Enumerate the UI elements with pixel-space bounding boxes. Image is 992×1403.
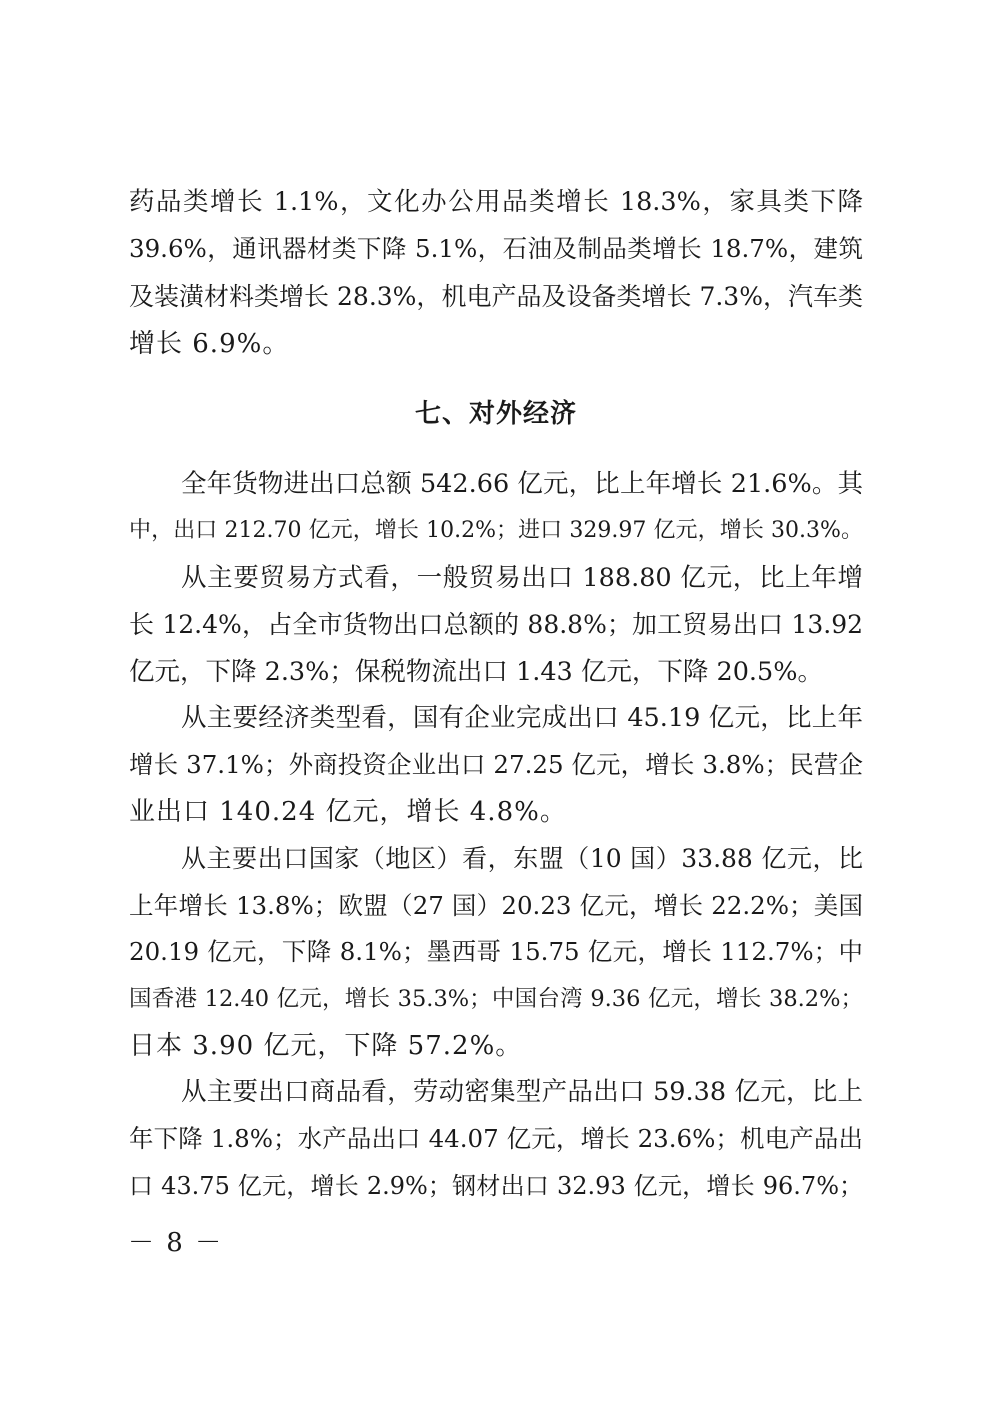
paragraph-4-line-4: 国香港 12.40 亿元，增长 35.3%；中国台湾 9.36 亿元，增长 38.2%； — [129, 986, 863, 1012]
paragraph-3-line-2: 增长 37.1%；外商投资企业出口 27.25 亿元，增长 3.8%；民营企 — [129, 750, 863, 779]
continued-paragraph-line-1: 药品类增长 1.1%，文化办公用品类增长 18.3%，家具类下降 — [129, 187, 863, 217]
paragraph-5-line-1: 从主要出口商品看，劳动密集型产品出口 59.38 亿元，比上 — [181, 1077, 863, 1107]
page-number: － 8 － — [128, 1228, 224, 1258]
paragraph-1-line-1: 全年货物进出口总额 542.66 亿元，比上年增长 21.6%。其 — [181, 469, 863, 499]
paragraph-3-line-1: 从主要经济类型看，国有企业完成出口 45.19 亿元，比上年 — [181, 703, 863, 733]
paragraph-4-line-5: 日本 3.90 亿元，下降 57.2%。 — [129, 1031, 523, 1061]
paragraph-4-line-3: 20.19 亿元，下降 8.1%；墨西哥 15.75 亿元，增长 112.7%；中 — [129, 937, 863, 966]
paragraph-3-line-3: 业出口 140.24 亿元，增长 4.8%。 — [129, 797, 567, 827]
paragraph-1-line-2: 中，出口 212.70 亿元，增长 10.2%；进口 329.97 亿元，增长 30.3%。 — [129, 518, 863, 543]
continued-paragraph-line-2: 39.6%，通讯器材类下降 5.1%，石油及制品类增长 18.7%，建筑 — [129, 234, 863, 263]
section-heading: 七、对外经济 — [414, 399, 577, 429]
continued-paragraph-line-3: 及装潢材料类增长 28.3%，机电产品及设备类增长 7.3%，汽车类 — [129, 282, 863, 311]
paragraph-4-line-1: 从主要出口国家（地区）看，东盟（10 国）33.88 亿元，比 — [181, 844, 863, 873]
paragraph-2-line-1: 从主要贸易方式看，一般贸易出口 188.80 亿元，比上年增 — [181, 563, 863, 593]
paragraph-4-line-2: 上年增长 13.8%；欧盟（27 国）20.23 亿元，增长 22.2%；美国 — [129, 891, 863, 920]
paragraph-2-line-2: 长 12.4%，占全市货物出口总额的 88.8%；加工贸易出口 13.92 — [129, 610, 863, 639]
paragraph-2-line-3: 亿元，下降 2.3%；保税物流出口 1.43 亿元，下降 20.5%。 — [129, 657, 823, 687]
continued-paragraph-line-4: 增长 6.9%。 — [129, 329, 290, 359]
paragraph-5-line-3: 口 43.75 亿元，增长 2.9%；钢材出口 32.93 亿元，增长 96.7%； — [129, 1172, 863, 1200]
paragraph-5-line-2: 年下降 1.8%；水产品出口 44.07 亿元，增长 23.6%；机电产品出 — [129, 1124, 863, 1153]
